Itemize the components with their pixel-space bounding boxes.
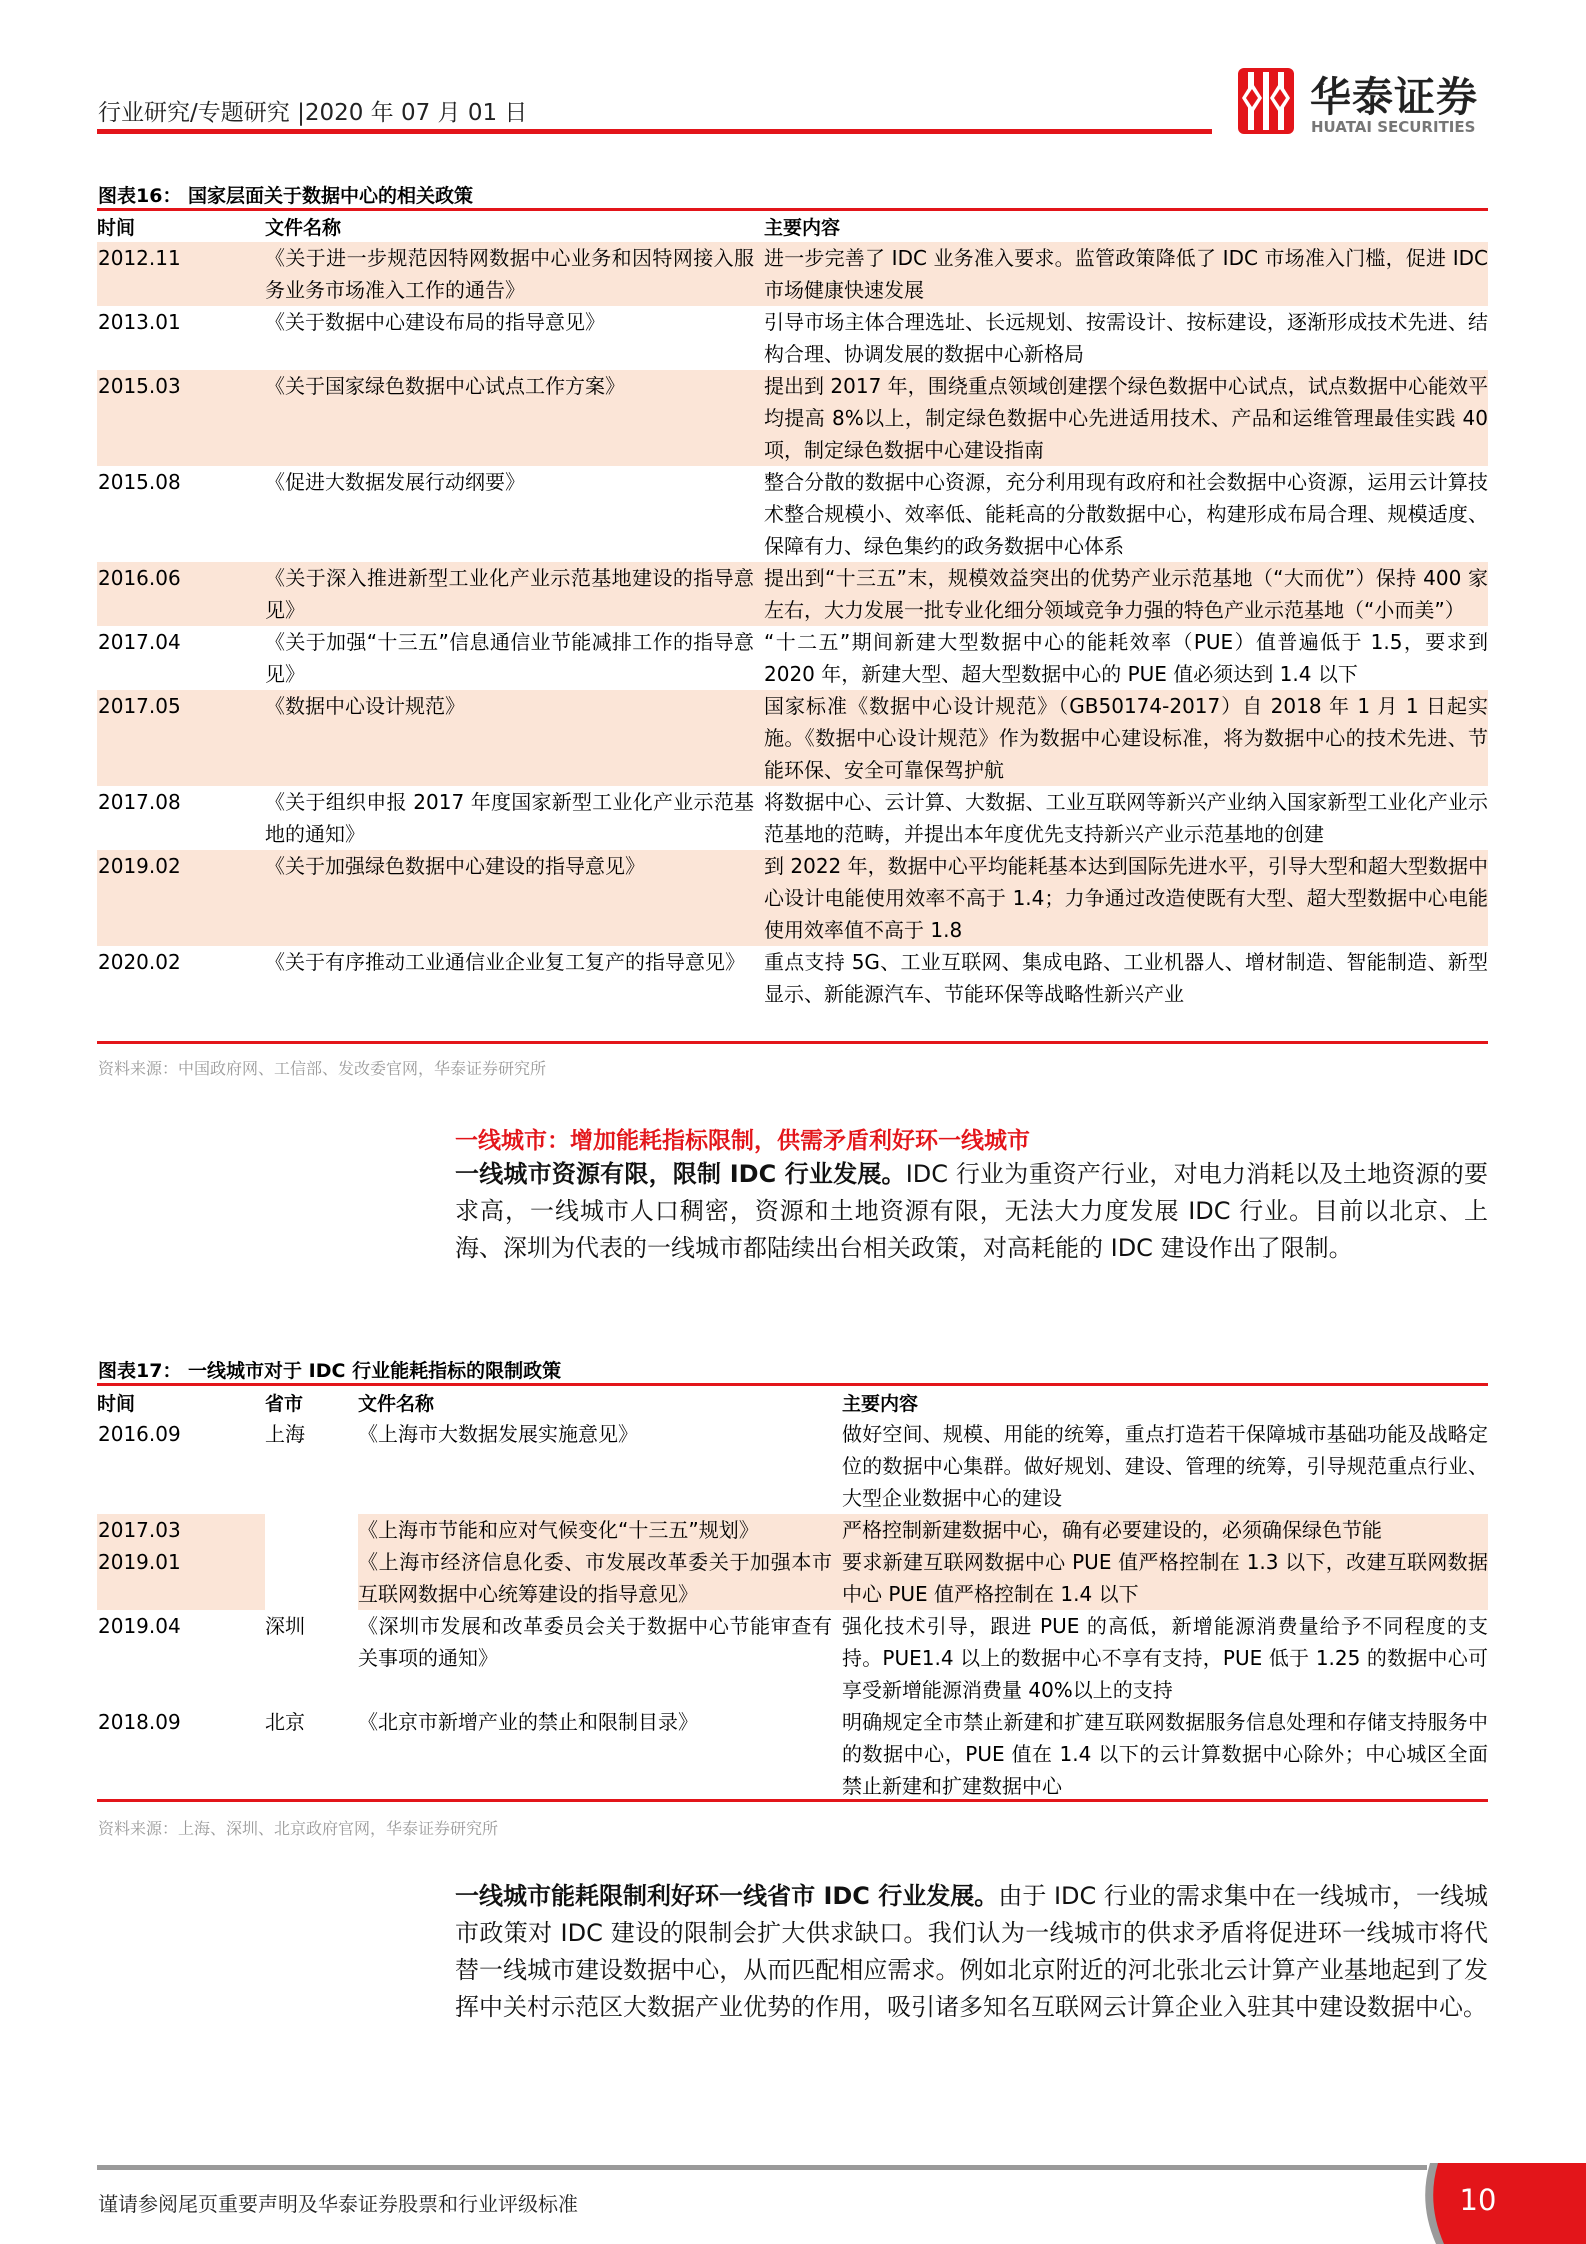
policy-content [764,562,1488,626]
policy-content-text: 将数据中心、云计算、大数据、工业互联网等新兴产业纳入国家新型工业化产业示范基地的范畴，并提出本年度优先支持新兴产业示范基地的创建 [764,790,1488,846]
policy-document-text: 《关于数据中心建设布局的指导意见》 [265,310,605,334]
policy-document [265,306,764,370]
table16 [97,214,1488,1010]
footer-disclaimer: 谨请参阅尾页重要声明及华泰证券股票和行业评级标准 [98,2192,578,2216]
page-number: 10 [1459,2183,1497,2217]
policy-date-text: 2019.04 [98,1614,181,1638]
policy-document-text: 《关于加强绿色数据中心建设的指导意见》 [265,854,645,878]
policy-city [265,1514,358,1610]
table16-bottom-rule [97,1041,1488,1044]
policy-date-text: 2020.02 [98,950,181,974]
policy-date-text: 2017.08 [98,790,181,814]
policy-document [358,1418,842,1514]
policy-content-text: 到 2022 年，数据中心平均能耗基本达到国际先进水平，引导大型和超大型数据中心设计电能使用效率不高于 1.4；力争通过改造使既有大型、超大型数据中心电能使用效率值不高于 1.8 [764,854,1488,942]
table16-source: 资料来源：中国政府网、工信部、发改委官网，华泰证券研究所 [98,1059,547,1078]
policy-content-text: 提出到 2017 年，围绕重点领域创建摆个绿色数据中心试点，试点数据中心能效平均提高 8%以上，制定绿色数据中心先进适用技术、产品和运维管理最佳实践 40 项，制定绿色数据中心建设指南 [764,374,1488,462]
policy-content [764,466,1488,562]
policy-date-text: 2017.03 [98,1518,181,1542]
policy-date [97,626,265,690]
policy-content [764,370,1488,466]
policy-date [97,786,265,850]
policy-content [764,306,1488,370]
policy-content [764,690,1488,786]
policy-date-text: 2019.01 [98,1550,181,1574]
table17-header-city: 省市 [265,1393,304,1415]
policy-document-text: 《关于有序推动工业通信业企业复工复产的指导意见》 [265,950,745,974]
policy-content-text: 提出到“十三五”末，规模效益突出的优势产业示范基地（“大而优”）保持 400 家左右，大力发展一批专业化细分领域竞争力强的特色产业示范基地（“小而美”） [764,566,1488,622]
huatai-logo [1238,68,1498,138]
section1-body: IDC 行业为重资产行业，对电力消耗以及土地资源的要求高，一线城市人口稠密，资源和土地资源有限，无法大力度发展 IDC 行业。目前以北京、上海、深圳为代表的一线城市都陆续出台相关政策，对高耗能的 IDC 建设作出了限制。 [455,1160,1488,1262]
policy-document [265,786,764,850]
table-row [97,946,1488,1010]
table17-header-doc: 文件名称 [358,1393,435,1415]
policy-content-text: 严格控制新建数据中心，确有必要建设的，必须确保绿色节能 [842,1518,1382,1542]
policy-document [358,1514,842,1610]
policy-document [265,946,764,1010]
policy-content [842,1418,1488,1514]
policy-date-text: 2015.08 [98,470,181,494]
policy-date [97,1514,265,1610]
table17-title: 图表17： 一线城市对于 IDC 行业能耗指标的限制政策 [98,1360,562,1382]
policy-content [764,626,1488,690]
policy-date [97,1418,265,1514]
policy-document-text: 《关于进一步规范因特网数据中心业务和因特网接入服务业务市场准入工作的通告》 [265,246,754,302]
policy-document-text: 《深圳市发展和改革委员会关于数据中心节能审查有关事项的通知》 [358,1614,832,1670]
policy-content [764,946,1488,1010]
policy-document-text: 《关于国家绿色数据中心试点工作方案》 [265,374,625,398]
report-category: 行业研究/专题研究 [98,100,290,126]
policy-date-text: 2012.11 [98,246,181,270]
policy-date-text: 2013.01 [98,310,181,334]
section2-paragraph [455,1878,1488,2026]
footer-rule [97,2165,1427,2170]
table-row [97,1610,1488,1706]
policy-document-text: 《上海市经济信息化委、市发展改革委关于加强本市互联网数据中心统筹建设的指导意见》 [358,1550,832,1606]
policy-date-text: 2017.04 [98,630,181,654]
policy-date [97,850,265,946]
policy-city-text: 上海 [265,1422,305,1446]
policy-document-text: 《北京市新增产业的禁止和限制目录》 [358,1710,698,1734]
table16-title: 图表16： 国家层面关于数据中心的相关政策 [98,185,474,207]
policy-date [97,306,265,370]
policy-date [97,946,265,1010]
policy-date [97,466,265,562]
policy-content [764,786,1488,850]
header-separator: | [297,100,305,126]
header-rule [97,129,1212,134]
policy-content [764,850,1488,946]
policy-date [97,242,265,306]
table17-top-rule [97,1383,1488,1386]
table16-header-row [97,214,1488,242]
table17-header-time: 时间 [97,1393,136,1415]
table16-header-time: 时间 [97,217,136,239]
table17-header-row [97,1390,1488,1418]
policy-document [265,370,764,466]
policy-date [97,370,265,466]
section2-body: 由于 IDC 行业的需求集中在一线城市，一线城市政策对 IDC 建设的限制会扩大供求缺口。我们认为一线城市的供求矛盾将促进环一线城市将代替一线城市建设数据中心，从而匹配相应需求。例如北京附近的河北张北云计算产业基地起到了发挥中关村示范区大数据产业优势的作用，吸引诸多知名互联网云计算企业入驻其中建设数据中心。 [455,1882,1488,2021]
section1-lead: 一线城市资源有限，限制 IDC 行业发展。 [455,1160,906,1188]
policy-city-text: 深圳 [265,1614,305,1638]
policy-document [358,1706,842,1802]
table17-header-content: 主要内容 [842,1393,919,1415]
report-header [98,94,527,127]
policy-document-text: 《关于深入推进新型工业化产业示范基地建设的指导意见》 [265,566,754,622]
table-row [97,690,1488,786]
policy-content-text: 重点支持 5G、工业互联网、集成电路、工业机器人、增材制造、智能制造、新型显示、新能源汽车、节能环保等战略性新兴产业 [764,950,1488,1006]
policy-content [842,1610,1488,1706]
policy-city-text: 北京 [265,1710,305,1734]
policy-document-text: 《上海市大数据发展实施意见》 [358,1422,638,1446]
table-row [97,1514,1488,1610]
brand-name-en: HUATAI SECURITIES [1311,118,1476,136]
table17-bottom-rule [97,1799,1488,1802]
table-row [97,370,1488,466]
section2-lead: 一线城市能耗限制利好环一线省市 IDC 行业发展。 [455,1882,999,1910]
policy-content-text: 明确规定全市禁止新建和扩建互联网数据服务信息处理和存储支持服务中的数据中心，PUE 值在 1.4 以下的云计算数据中心除外；中心城区全面禁止新建和扩建数据中心 [842,1710,1488,1798]
policy-content-text: 强化技术引导，跟进 PUE 的高低，新增能源消费量给予不同程度的支持。PUE1.4 以上的数据中心不享有支持，PUE 低于 1.25 的数据中心可享受新增能源消费量 40%以上的支持 [842,1614,1488,1702]
table16-header-content: 主要内容 [764,217,841,239]
section1-paragraph [455,1156,1488,1267]
policy-date [97,690,265,786]
table-row [97,242,1488,306]
policy-document [265,466,764,562]
policy-document [358,1610,842,1706]
policy-date-text: 2016.09 [98,1422,181,1446]
policy-content-text: 国家标准《数据中心设计规范》（GB50174-2017）自 2018 年 1 月 1 日起实施。《数据中心设计规范》作为数据中心建设标准，将为数据中心的技术先进、节能环保、安全可靠保驾护航 [764,694,1488,782]
policy-date-text: 2019.02 [98,854,181,878]
table-row [97,562,1488,626]
policy-document-text: 《数据中心设计规范》 [265,694,465,718]
table-row [97,850,1488,946]
policy-document-text: 《促进大数据发展行动纲要》 [265,470,525,494]
policy-city [265,1418,358,1514]
policy-date-text: 2015.03 [98,374,181,398]
policy-date-text: 2016.06 [98,566,181,590]
table16-top-rule [97,208,1488,211]
policy-content-text: “十二五”期间新建大型数据中心的能耗效率（PUE）值普遍低于 1.5，要求到 2020 年，新建大型、超大型数据中心的 PUE 值必须达到 1.4 以下 [764,630,1488,686]
policy-date [97,562,265,626]
section-heading: 一线城市：增加能耗指标限制，供需矛盾利好环一线城市 [455,1128,1030,1154]
policy-content-text: 要求新建互联网数据中心 PUE 值严格控制在 1.3 以下，改建互联网数据中心 PUE 值严格控制在 1.4 以下 [842,1550,1488,1606]
policy-date [97,1610,265,1706]
table-row [97,786,1488,850]
policy-document [265,242,764,306]
table16-header-doc: 文件名称 [265,217,342,239]
policy-document [265,626,764,690]
policy-document-text: 《上海市节能和应对气候变化“十三五”规划》 [358,1518,759,1542]
policy-document-text: 《关于组织申报 2017 年度国家新型工业化产业示范基地的通知》 [265,790,754,846]
policy-content [842,1514,1488,1610]
policy-date-text: 2018.09 [98,1710,181,1734]
policy-document [265,850,764,946]
policy-city [265,1610,358,1706]
policy-content-text: 引导市场主体合理选址、长远规划、按需设计、按标建设，逐渐形成技术先进、结构合理、协调发展的数据中心新格局 [764,310,1488,366]
report-date: 2020 年 07 月 01 日 [304,100,528,126]
table-row [97,1706,1488,1802]
table-row [97,466,1488,562]
policy-date [97,1706,265,1802]
policy-document-text: 《关于加强“十三五”信息通信业节能减排工作的指导意见》 [265,630,754,686]
brand-name-cn: 华泰证券 [1310,73,1478,121]
table17-source: 资料来源：上海、深圳、北京政府官网，华泰证券研究所 [98,1819,499,1838]
policy-content [842,1706,1488,1802]
table-row [97,626,1488,690]
policy-content [764,242,1488,306]
policy-content-text: 整合分散的数据中心资源，充分利用现有政府和社会数据中心资源，运用云计算技术整合规模小、效率低、能耗高的分散数据中心，构建形成布局合理、规模适度、保障有力、绿色集约的政务数据中心体系 [764,470,1488,558]
policy-document [265,690,764,786]
table-row [97,1418,1488,1514]
policy-document [265,562,764,626]
policy-date-text: 2017.05 [98,694,181,718]
table-row [97,306,1488,370]
huatai-logo-mark-icon [1238,68,1294,134]
policy-city [265,1706,358,1802]
policy-content-text: 进一步完善了 IDC 业务准入要求。监管政策降低了 IDC 市场准入门槛，促进 IDC 市场健康快速发展 [764,246,1488,302]
table17 [97,1390,1488,1802]
policy-content-text: 做好空间、规模、用能的统筹，重点打造若干保障城市基础功能及战略定位的数据中心集群。做好规划、建设、管理的统筹，引导规范重点行业、大型企业数据中心的建设 [842,1422,1488,1510]
